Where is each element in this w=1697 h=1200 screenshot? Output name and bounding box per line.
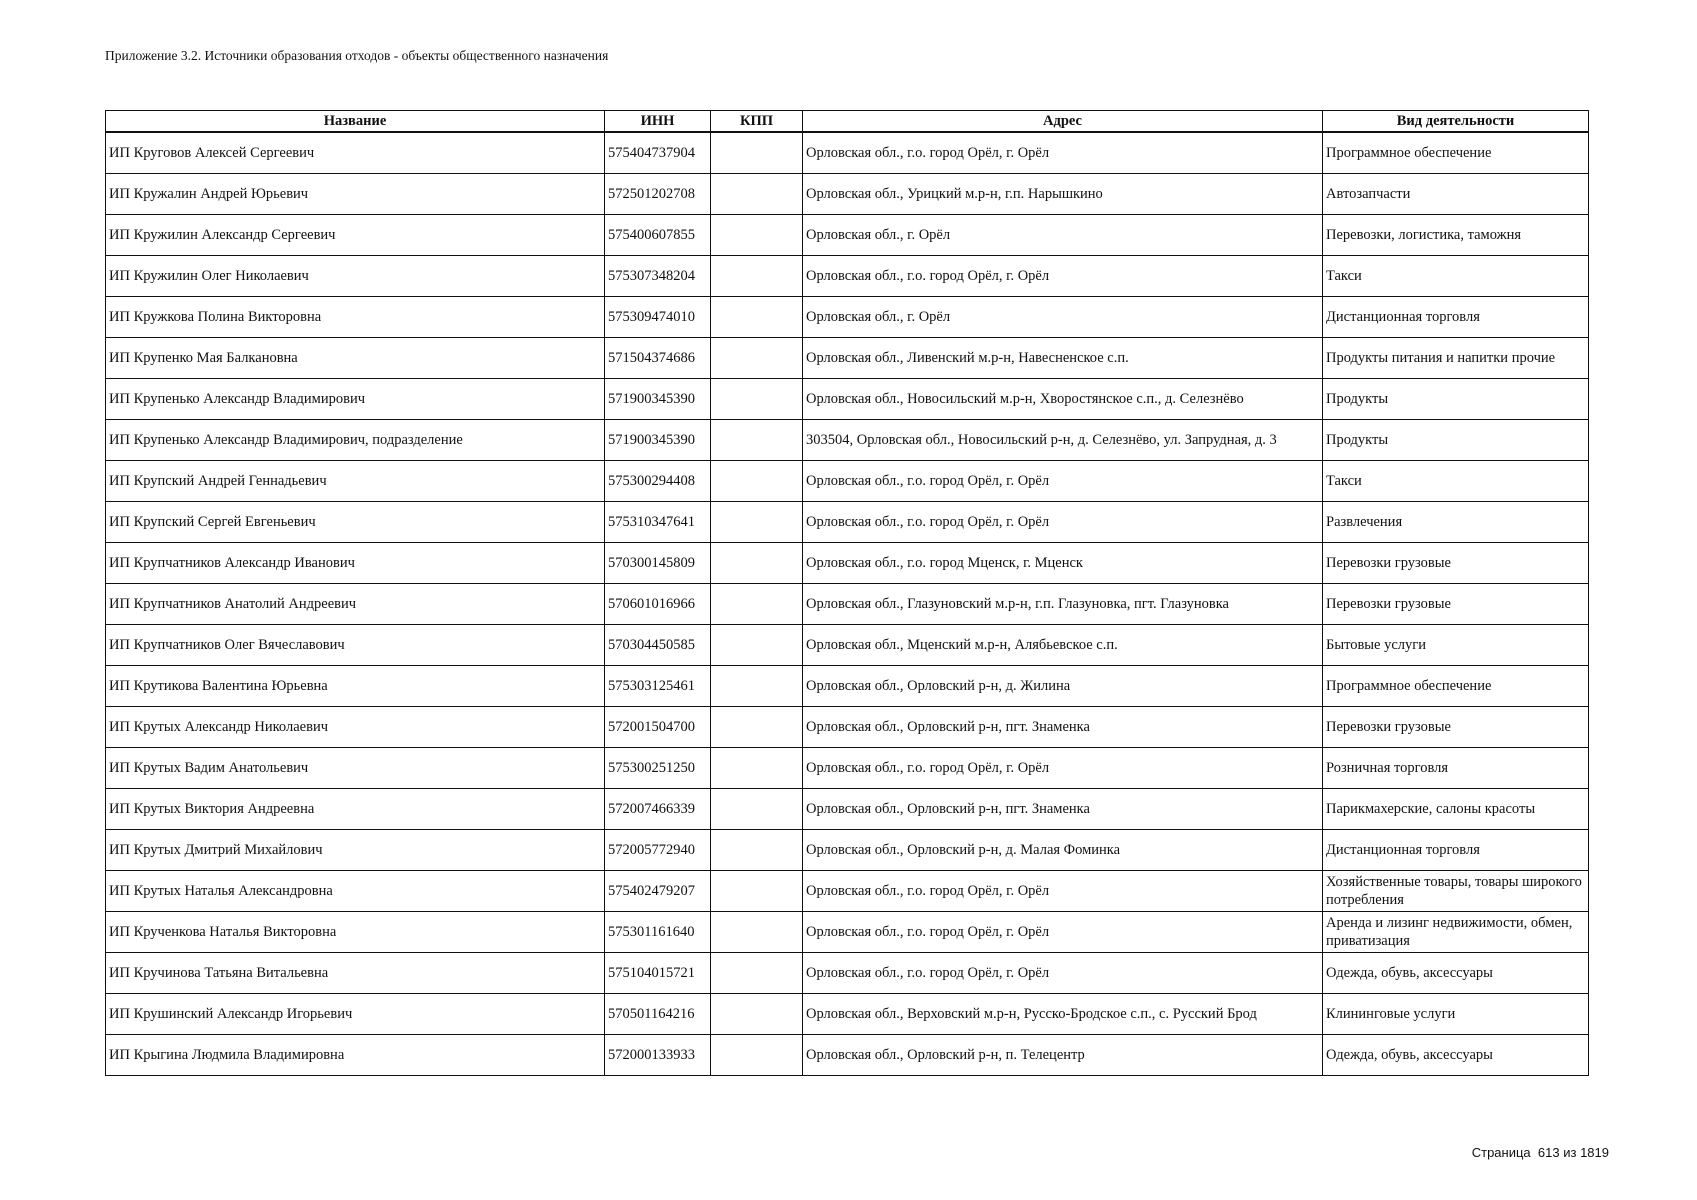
cell-address: Орловская обл., г. Орёл [803, 297, 1323, 338]
cell-inn: 575404737904 [605, 132, 711, 174]
cell-name: ИП Крутых Вадим Анатольевич [106, 748, 605, 789]
cell-name: ИП Крупчатников Анатолий Андреевич [106, 584, 605, 625]
page-current: 613 [1537, 1145, 1560, 1160]
cell-name: ИП Кружилин Александр Сергеевич [106, 215, 605, 256]
cell-name: ИП Крупчатников Александр Иванович [106, 543, 605, 584]
cell-inn: 575307348204 [605, 256, 711, 297]
cell-inn: 570300145809 [605, 543, 711, 584]
cell-address: 303504, Орловская обл., Новосильский р-н, д. Селезнёво, ул. Запрудная, д. 3 [803, 420, 1323, 461]
cell-address: Орловская обл., г.о. город Орёл, г. Орёл [803, 953, 1323, 994]
cell-name: ИП Крученкова Наталья Викторовна [106, 912, 605, 953]
page-number [1472, 1145, 1609, 1160]
cell-activity: Розничная торговля [1323, 748, 1589, 789]
cell-activity: Продукты [1323, 420, 1589, 461]
cell-inn: 575301161640 [605, 912, 711, 953]
cell-activity: Хозяйственные товары, товары широкого потребления [1323, 871, 1589, 912]
cell-kpp [711, 461, 803, 502]
cell-kpp [711, 953, 803, 994]
data-table [105, 110, 1589, 1076]
table-row [106, 830, 1589, 871]
cell-name: ИП Крупенко Мая Балкановна [106, 338, 605, 379]
cell-inn: 570304450585 [605, 625, 711, 666]
table-row [106, 338, 1589, 379]
cell-inn: 572001504700 [605, 707, 711, 748]
cell-kpp [711, 502, 803, 543]
table-row [106, 748, 1589, 789]
cell-name: ИП Крупенько Александр Владимирович, подразделение [106, 420, 605, 461]
cell-kpp [711, 994, 803, 1035]
cell-inn: 572000133933 [605, 1035, 711, 1076]
cell-address: Орловская обл., Мценский м.р-н, Алябьевское с.п. [803, 625, 1323, 666]
cell-activity: Клининговые услуги [1323, 994, 1589, 1035]
cell-activity: Программное обеспечение [1323, 666, 1589, 707]
table-row [106, 297, 1589, 338]
cell-address: Орловская обл., Орловский р-н, д. Жилина [803, 666, 1323, 707]
cell-activity: Дистанционная торговля [1323, 830, 1589, 871]
column-header-kpp: КПП [711, 111, 803, 133]
cell-activity: Аренда и лизинг недвижимости, обмен, приватизация [1323, 912, 1589, 953]
document-title: Приложение 3.2. Источники образования отходов - объекты общественного назначения [105, 48, 609, 63]
cell-kpp [711, 912, 803, 953]
cell-name: ИП Кручинова Татьяна Витальевна [106, 953, 605, 994]
cell-activity: Развлечения [1323, 502, 1589, 543]
table-row [106, 215, 1589, 256]
table-row [106, 871, 1589, 912]
cell-inn: 571900345390 [605, 379, 711, 420]
cell-activity: Парикмахерские, салоны красоты [1323, 789, 1589, 830]
cell-address: Орловская обл., г.о. город Орёл, г. Орёл [803, 132, 1323, 174]
cell-name: ИП Крупчатников Олег Вячеславович [106, 625, 605, 666]
cell-address: Орловская обл., г.о. город Орёл, г. Орёл [803, 461, 1323, 502]
table-row [106, 912, 1589, 953]
cell-address: Орловская обл., г.о. город Орёл, г. Орёл [803, 256, 1323, 297]
cell-inn: 570501164216 [605, 994, 711, 1035]
cell-name: ИП Кружилин Олег Николаевич [106, 256, 605, 297]
cell-activity: Бытовые услуги [1323, 625, 1589, 666]
cell-address: Орловская обл., Орловский р-н, д. Малая Фоминка [803, 830, 1323, 871]
table-row [106, 584, 1589, 625]
cell-name: ИП Крутых Александр Николаевич [106, 707, 605, 748]
cell-name: ИП Крупенько Александр Владимирович [106, 379, 605, 420]
column-header-name: Название [106, 111, 605, 133]
page-total: 1819 [1580, 1145, 1609, 1160]
cell-address: Орловская обл., Орловский р-н, пгт. Знаменка [803, 789, 1323, 830]
cell-name: ИП Крыгина Людмила Владимировна [106, 1035, 605, 1076]
cell-activity: Перевозки грузовые [1323, 543, 1589, 584]
table-row [106, 707, 1589, 748]
cell-kpp [711, 1035, 803, 1076]
cell-inn: 575310347641 [605, 502, 711, 543]
table-row [106, 502, 1589, 543]
cell-activity: Программное обеспечение [1323, 132, 1589, 174]
cell-activity: Продукты [1323, 379, 1589, 420]
cell-name: ИП Крутых Виктория Андреевна [106, 789, 605, 830]
table-row [106, 543, 1589, 584]
cell-inn: 571900345390 [605, 420, 711, 461]
cell-kpp [711, 666, 803, 707]
cell-address: Орловская обл., Орловский р-н, пгт. Знаменка [803, 707, 1323, 748]
cell-kpp [711, 789, 803, 830]
table-header-row [106, 111, 1589, 133]
column-header-inn: ИНН [605, 111, 711, 133]
cell-name: ИП Крутых Наталья Александровна [106, 871, 605, 912]
cell-name: ИП Крутых Дмитрий Михайлович [106, 830, 605, 871]
cell-kpp [711, 379, 803, 420]
cell-activity: Перевозки, логистика, таможня [1323, 215, 1589, 256]
cell-kpp [711, 420, 803, 461]
cell-activity: Дистанционная торговля [1323, 297, 1589, 338]
cell-inn: 575300251250 [605, 748, 711, 789]
cell-address: Орловская обл., Ливенский м.р-н, Навесненское с.п. [803, 338, 1323, 379]
cell-inn: 575104015721 [605, 953, 711, 994]
table-body [106, 132, 1589, 1076]
cell-address: Орловская обл., г.о. город Орёл, г. Орёл [803, 502, 1323, 543]
cell-name: ИП Круговов Алексей Сергеевич [106, 132, 605, 174]
cell-activity: Автозапчасти [1323, 174, 1589, 215]
cell-kpp [711, 215, 803, 256]
cell-activity: Перевозки грузовые [1323, 584, 1589, 625]
table-row [106, 132, 1589, 174]
table-row [106, 379, 1589, 420]
table-row [106, 1035, 1589, 1076]
cell-address: Орловская обл., Верховский м.р-н, Русско-Бродское с.п., с. Русский Брод [803, 994, 1323, 1035]
cell-inn: 575300294408 [605, 461, 711, 502]
cell-kpp [711, 543, 803, 584]
cell-address: Орловская обл., Глазуновский м.р-н, г.п. Глазуновка, пгт. Глазуновка [803, 584, 1323, 625]
table-row [106, 420, 1589, 461]
cell-inn: 570601016966 [605, 584, 711, 625]
page-separator: из [1563, 1145, 1577, 1160]
table-row [106, 625, 1589, 666]
cell-kpp [711, 625, 803, 666]
cell-address: Орловская обл., г.о. город Орёл, г. Орёл [803, 871, 1323, 912]
table-row [106, 994, 1589, 1035]
cell-address: Орловская обл., г.о. город Орёл, г. Орёл [803, 748, 1323, 789]
cell-kpp [711, 748, 803, 789]
page-label: Страница [1471, 1145, 1531, 1160]
table-row [106, 666, 1589, 707]
cell-activity: Одежда, обувь, аксессуары [1323, 1035, 1589, 1076]
cell-kpp [711, 707, 803, 748]
cell-inn: 572005772940 [605, 830, 711, 871]
table-row [106, 789, 1589, 830]
cell-activity: Одежда, обувь, аксессуары [1323, 953, 1589, 994]
cell-address: Орловская обл., Орловский р-н, п. Телецентр [803, 1035, 1323, 1076]
cell-address: Орловская обл., г.о. город Мценск, г. Мценск [803, 543, 1323, 584]
cell-inn: 571504374686 [605, 338, 711, 379]
cell-address: Орловская обл., г. Орёл [803, 215, 1323, 256]
table-row [106, 174, 1589, 215]
table-row [106, 953, 1589, 994]
table-row [106, 461, 1589, 502]
cell-kpp [711, 584, 803, 625]
cell-name: ИП Крутикова Валентина Юрьевна [106, 666, 605, 707]
cell-name: ИП Кружалин Андрей Юрьевич [106, 174, 605, 215]
cell-inn: 575303125461 [605, 666, 711, 707]
cell-name: ИП Крушинский Александр Игорьевич [106, 994, 605, 1035]
cell-name: ИП Крупский Сергей Евгеньевич [106, 502, 605, 543]
cell-name: ИП Кружкова Полина Викторовна [106, 297, 605, 338]
cell-kpp [711, 830, 803, 871]
column-header-address: Адрес [803, 111, 1323, 133]
column-header-activity: Вид деятельности [1323, 111, 1589, 133]
cell-inn: 575402479207 [605, 871, 711, 912]
table-row [106, 256, 1589, 297]
cell-inn: 572501202708 [605, 174, 711, 215]
cell-address: Орловская обл., г.о. город Орёл, г. Орёл [803, 912, 1323, 953]
cell-kpp [711, 256, 803, 297]
cell-kpp [711, 132, 803, 174]
cell-activity: Перевозки грузовые [1323, 707, 1589, 748]
cell-activity: Продукты питания и напитки прочие [1323, 338, 1589, 379]
cell-kpp [711, 297, 803, 338]
cell-name: ИП Крупский Андрей Геннадьевич [106, 461, 605, 502]
cell-inn: 572007466339 [605, 789, 711, 830]
cell-activity: Такси [1323, 461, 1589, 502]
cell-kpp [711, 871, 803, 912]
cell-inn: 575400607855 [605, 215, 711, 256]
cell-kpp [711, 338, 803, 379]
cell-kpp [711, 174, 803, 215]
cell-address: Орловская обл., Урицкий м.р-н, г.п. Нарышкино [803, 174, 1323, 215]
cell-inn: 575309474010 [605, 297, 711, 338]
cell-activity: Такси [1323, 256, 1589, 297]
cell-address: Орловская обл., Новосильский м.р-н, Хворостянское с.п., д. Селезнёво [803, 379, 1323, 420]
